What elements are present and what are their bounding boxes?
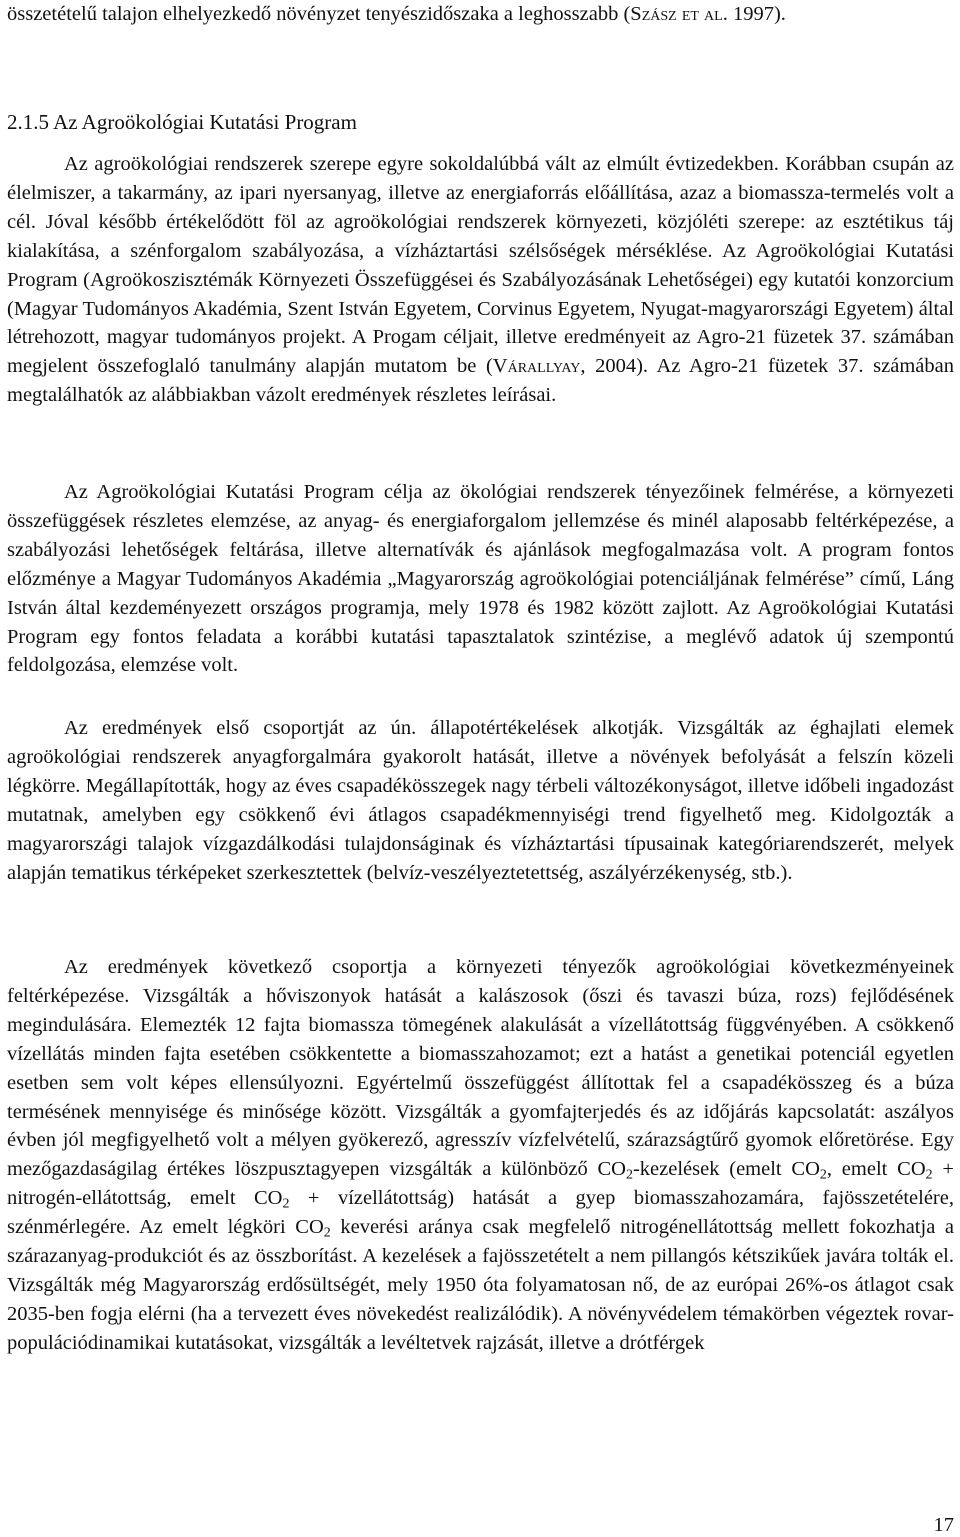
paragraph-1: Az agroökológiai rendszerek szerepe egyre sokoldalúbbá vált az elmúlt évtizedekben. Korábban csupán az élelmiszer, a takarmány, az ipari nyersanyag, illetve az energiaforrás előállítása, azaz a biomassza-termelés volt a cél. Jóval később értékelődött föl az agroökológiai rendszerek környezeti, közjóléti szerepe: az esztétikus táj kialakítása, a szénforgalom szabályozása, a vízháztartási szélsőségek mérséklése. Az Agroökológiai Kutatási Program (Agroökoszisztémák Környezeti Összefüggései és Szabályozásának Lehetőségei) egy kutatói konzorcium (Magyar Tudományos Akadémia, Szent István Egyetem, Corvinus Egyetem, Nyugat-magyarországi Egyetem) által létrehozott, magyar tudományos projekt. A Progam céljait, illetve eredményeit az Agro-21 füzetek 37. számában megjelent összefoglaló tanulmány alapján mutatom be (Várallyay, 2004). Az Agro-21 füzetek 37. számában megtalálhatók az alábbiakban vázolt eredmények részletes leírásai. xyxy=(7,153,954,407)
paragraph-2: Az Agroökológiai Kutatási Program célja az ökológiai rendszerek tényezőinek felmérése, a környezeti összefüggések részletes elemzése, az anyag- és energiaforgalom jellemzése és minél alaposabb feltérképezése, a szabályozási lehetőségek feltárása, illetve alternatívák és ajánlások megfogalmazása volt. A program fontos előzménye a Magyar Tudományos Akadémia „Magyarország agroökológiai potenciáljának felmérése” című, Láng István által kezdeményezett országos programja, mely 1978 és 1982 között zajlott. Az Agroökológiai Kutatási Program egy fontos feladata a korábbi kutatási tapasztalatok szintézise, a meglévő adatok új szempontú feldolgozása, elemzése volt. xyxy=(7,481,954,677)
paragraph-4: Az eredmények következő csoportja a környezeti tényezők agroökológiai következményeinek feltérképezése. Vizsgálták a hőviszonyok hatását a kalászosok (őszi és tavaszi búza, rozs) fejlődésének megindulására. Elemezték 12 fajta biomassza tömegének alakulását a vízellátottság függvényében. A csökkenő vízellátás minden fajta esetében csökkentette a biomasszahozamot; ezt a hatást a genetikai potenciál egyetlen esetben sem volt képes ellensúlyozni. Egyértelmű összefüggést állítottak fel a csapadékösszeg és a búza termésének mennyisége és minősége között. Vizsgálták a gyomfajterjedés és az időjárás kapcsolatát: aszályos évben jól megfigyelhető volt a mélyen gyökerező, agresszív vízfelvételű, szárazságtűrő gyomok előretörése. Egy mezőgazdaságilag értékes löszpusztagyepen vizsgálták a különböző $CO_2$-kezelések (emelt $CO_2$, emelt $CO_2$ + nitrogén-ellátottság, emelt $CO_2$ + vízellátottság) hatását a gyep biomasszahozamára, fajösszetételére, szénmérlegére. Az emelt légköri $CO_2$ keverési aránya csak megfelelő nitrogénellátottság mellett fokozhatja a szárazanyag-produkciót és az összborítást. A kezelések a fajösszetételt a nem pillangós kétszikűek javára tolták el. Vizsgálták még Magyarország erdősültségét, mely 1950 óta folyamatosan nő, de az európai 26%-os átlagot csak 2035-ben fogja elérni (ha a tervezett éves növekedést realizálódik). A növényvédelem témakörben végeztek rovar-populációdinamikai kutatásokat, vizsgálták a levéltetvek rajzását, illetve a drótférgek xyxy=(7,956,954,1354)
paragraph-3: Az eredmények első csoportját az ún. állapotértékelések alkotják. Vizsgálták az éghajlati elemek agroökológiai rendszerek anyagforgalmára gyakorolt hatását, illetve a növények befolyását a felszín közeli légkörre. Megállapították, hogy az éves csapadékösszegek nagy térbeli változékonyságot, illetve időbeli ingadozást mutatnak, amelyben egy csökkenő évi átlagos csapadékmennyiségi trend figyelhető meg. Kidolgozták a magyarországi talajok vízgazdálkodási tulajdonságinak és vízháztartási típusainak kategóriarendszerét, melyek alapján tematikus térképeket szerkesztettek (belvíz-veszélyeztetettség, aszályérzékenység, stb.). xyxy=(7,717,954,884)
citation: Szász et al. xyxy=(630,3,728,25)
intro-paragraph: összetételű talajon elhelyezkedő növényzet tenyészidőszaka a leghosszabb (Szász et al. 1997). xyxy=(7,3,786,25)
citation: Várallyay xyxy=(492,355,581,378)
section-heading: 2.1.5 Az Agroökológiai Kutatási Program xyxy=(7,110,357,134)
page-number: 17 xyxy=(933,1514,954,1536)
